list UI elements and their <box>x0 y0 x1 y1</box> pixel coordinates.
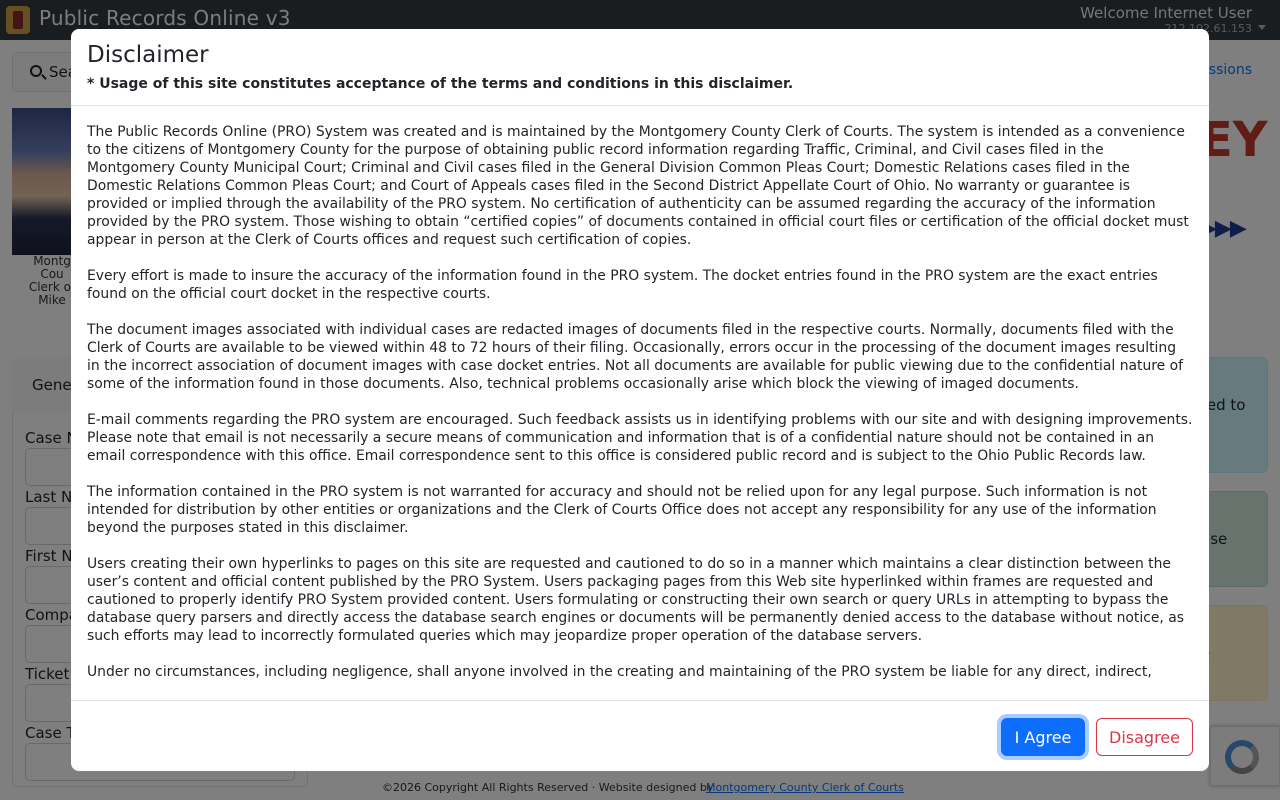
disclaimer-paragraph: Every effort is made to insure the accuracy of the information found in the PRO system. The docket entries found in the PRO system are the exact entries found on the official court docket in the respective courts. <box>87 268 1158 302</box>
modal-title: Disclaimer <box>87 42 209 68</box>
modal-footer <box>71 700 1209 771</box>
disclaimer-paragraph: The Public Records Online (PRO) System was created and is maintained by the Montgomery County Clerk of Courts. The system is intended as a convenience to the citizens of Montgomery County for the purpose of obtaining public record information regarding Traffic, Criminal, and Civil cases filed in the Montgomery County Municipal Court; Criminal and Civil cases filed in the General Division Common Pleas Court; Domestic Relations cases filed in the Domestic Relations Common Pleas Court; and Court of Appeals cases filed in the Second District Appellate Court of Ohio. No warranty or guarantee is provided or implied through the availability of the PRO system. No certification of authenticity can be assumed regarding the accuracy of the information provided by the PRO system. Those wishing to obtain “certified copies” of documents contained in official court files or certification of the official docket must appear in person at the Clerk of Courts offices and request such certification of copies. <box>87 124 1189 248</box>
disclaimer-paragraph: E-mail comments regarding the PRO system are encouraged. Such feedback assists us in identifying problems with our site and with designing improvements. Please note that email is not necessarily a secure means of communication and information that is of a confidential nature should not be contained in an email correspondence with this office. Email correspondence sent to this office is considered public record and is subject to the Ohio Public Records law. <box>87 412 1193 464</box>
modal-header <box>71 29 1209 106</box>
disclaimer-paragraph: Under no circumstances, including negligence, shall anyone involved in the creating and maintaining of the PRO system be liable for any direct, indirect, <box>87 664 1152 680</box>
disagree-button[interactable]: Disagree <box>1096 718 1193 756</box>
disclaimer-modal <box>71 29 1209 771</box>
modal-body[interactable] <box>71 107 1209 700</box>
disclaimer-paragraph: The information contained in the PRO system is not warranted for accuracy and should not be relied upon for any legal purpose. Such information is not intended for distribution by other entities or organizations and the Clerk of Courts Office does not accept any responsibility for any use of the information beyond the purposes stated in this disclaimer. <box>87 484 1157 536</box>
disclaimer-paragraph: Users creating their own hyperlinks to pages on this site are requested and cautioned to do so in a manner which maintains a clear distinction between the user’s content and official content published by the PRO System. Users packaging pages from this Web site hyperlinked within frames are requested and cautioned to properly identify PRO System provided content. Users formulating or constructing their own search or query URLs in attempting to bypass the database query parsers and directly access the database search engines or documents will be permanently denied access to the database without notice, as such efforts may lead to incorrectly formulated queries which may jeopardize proper operation of the database servers. <box>87 556 1184 644</box>
disclaimer-paragraph: The document images associated with individual cases are redacted images of documents filed in the respective courts. Normally, documents filed with the Clerk of Courts are available to be viewed within 48 to 72 hours of their filing. Occasionally, errors occur in the processing of the document images resulting in the incorrect association of document images with case docket entries. Not all documents are available for public viewing due to the confidential nature of some of the information found in those documents. Also, technical problems occasionally arise which block the viewing of imaged documents. <box>87 322 1184 392</box>
modal-subtitle: * Usage of this site constitutes acceptance of the terms and conditions in this disclaimer. <box>87 76 794 92</box>
agree-button[interactable]: I Agree <box>1001 718 1085 756</box>
